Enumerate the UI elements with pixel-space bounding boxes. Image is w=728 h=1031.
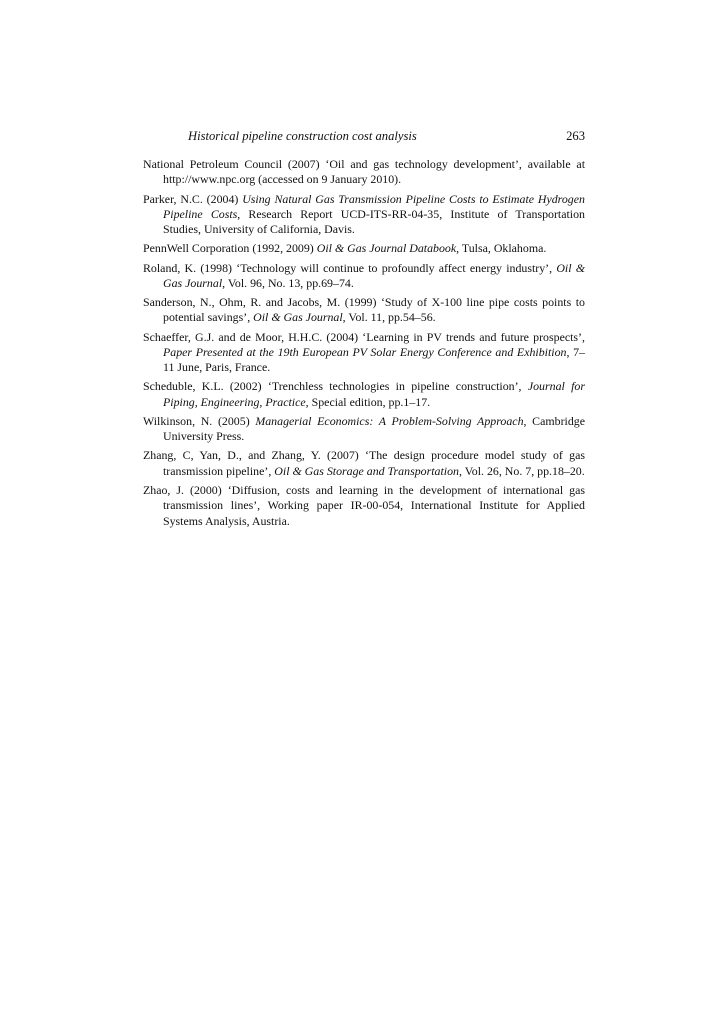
reference-text: Wilkinson, N. (2005)	[143, 413, 256, 428]
reference-italic-text: Journal for Piping, Engineering, Practice	[163, 379, 585, 409]
reference-text: , Vol. 26, No. 7, pp.18–20.	[458, 463, 585, 478]
reference-italic-text: Using Natural Gas Transmission Pipeline Costs to Estimate Hydrogen Pipeline Costs	[163, 191, 585, 221]
reference-text: , Tulsa, Oklahoma.	[456, 241, 547, 256]
reference-text: National Petroleum Council (2007) ‘Oil and gas technology development’, available at http://www.npc.org (accessed on 9 January 2010).	[143, 157, 585, 187]
reference-text: Parker, N.C. (2004)	[143, 191, 243, 206]
reference-entry	[143, 448, 585, 479]
reference-italic-text: Oil & Gas Journal	[163, 260, 585, 290]
reference-entry	[143, 295, 585, 326]
reference-text: Zhang, C, Yan, D., and Zhang, Y. (2007) ‘The design procedure model study of gas transmission pipeline’,	[143, 448, 585, 478]
reference-text: Sanderson, N., Ohm, R. and Jacobs, M. (1999) ‘Study of X-100 line pipe costs points to potential savings’,	[143, 295, 585, 325]
page-header	[188, 127, 585, 145]
reference-list	[143, 157, 585, 533]
reference-text: Roland, K. (1998) ‘Technology will continue to profoundly affect energy industry’,	[143, 260, 557, 275]
reference-text: , Vol. 96, No. 13, pp.69–74.	[222, 275, 354, 290]
reference-text: Zhao, J. (2000) ‘Diffusion, costs and learning in the development of international gas transmission lines’, Working paper IR-00-054, International Institute for Applied Systems Analysis, Austria.	[143, 482, 585, 528]
reference-entry	[143, 330, 585, 376]
reference-entry	[143, 241, 585, 256]
reference-italic-text: Oil & Gas Journal	[253, 310, 343, 325]
reference-text: , 7–11 June, Paris, France.	[163, 344, 585, 375]
reference-italic-text: Managerial Economics: A Problem-Solving Approach	[255, 413, 524, 428]
reference-text: , Special edition, pp.1–17.	[305, 394, 431, 409]
reference-italic-text: Oil & Gas Journal Databook	[316, 241, 457, 256]
running-title: Historical pipeline construction cost analysis	[188, 129, 417, 143]
reference-text: , Cambridge University Press.	[163, 413, 585, 444]
reference-text: Schaeffer, G.J. and de Moor, H.H.C. (2004) ‘Learning in PV trends and future prospects’,	[143, 329, 585, 344]
reference-entry	[143, 379, 585, 410]
reference-text: , Research Report UCD-ITS-RR-04-35, Institute of Transportation Studies, University of California, Davis.	[163, 206, 586, 237]
reference-text: PennWell Corporation (1992, 2009)	[143, 241, 317, 256]
reference-italic-text: Oil & Gas Storage and Transportation	[274, 463, 459, 478]
reference-entry	[143, 192, 585, 238]
reference-entry	[143, 157, 585, 188]
reference-entry	[143, 261, 585, 292]
reference-entry	[143, 483, 585, 529]
reference-text: , Vol. 11, pp.54–56.	[342, 310, 436, 325]
reference-entry	[143, 414, 585, 445]
reference-text: Scheduble, K.L. (2002) ‘Trenchless technologies in pipeline construction’,	[143, 379, 528, 394]
reference-italic-text: Paper Presented at the 19th European PV Solar Energy Conference and Exhibition	[163, 344, 567, 359]
page-number: 263	[566, 129, 585, 143]
